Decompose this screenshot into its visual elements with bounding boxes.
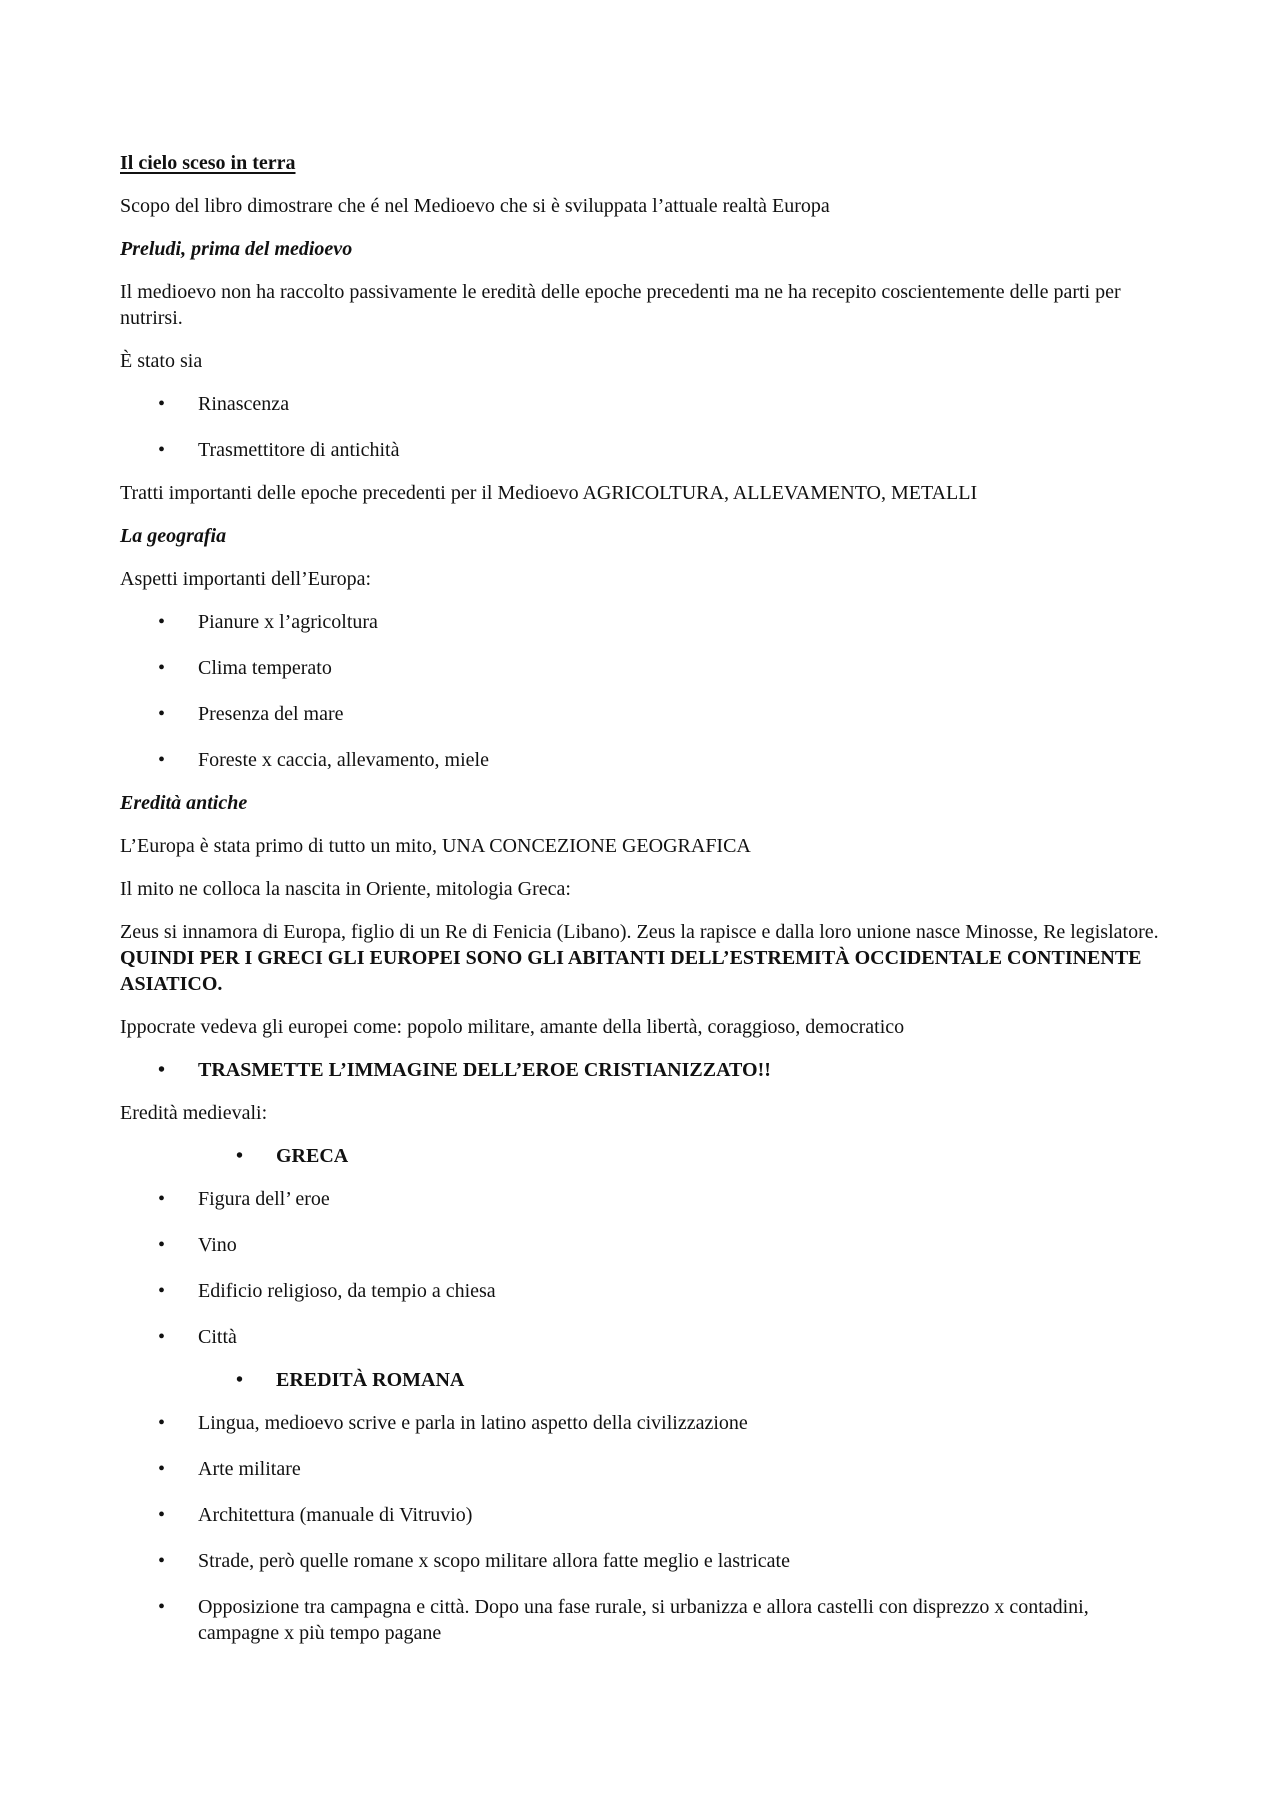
paragraph-zeus [120,919,1160,997]
section-heading-preludi: Preludi, prima del medioevo [120,238,353,260]
list-item: • Architettura (manuale di Vitruvio) [120,1502,1160,1528]
paragraph: Eredità medievali: [120,1102,268,1124]
subheading-romana: • EREDITÀ ROMANA [120,1367,1160,1393]
list-item: • Opposizione tra campagna e città. Dopo una fase rurale, si urbanizza e allora castelli con disprezzo x contadini, campagne x più tempo pagane [120,1594,1160,1646]
intro-paragraph: Scopo del libro dimostrare che é nel Medioevo che si è sviluppata l’attuale realtà Europa [120,195,830,217]
subheading-list [120,1143,1160,1169]
paragraph-bold-text: QUINDI PER I GRECI GLI EUROPEI SONO GLI ABITANTI DELL’ESTREMITÀ OCCIDENTALE CONTINENTE ASIATICO. [120,947,1142,995]
document-page [120,150,1160,1663]
list-item: • Clima temperato [120,655,1160,681]
bullet-list [120,391,1160,463]
paragraph: Tratti importanti delle epoche precedenti per il Medioevo AGRICOLTURA, ALLEVAMENTO, METALLI [120,482,978,504]
list-item: • Rinascenza [120,391,1160,417]
bullet-list [120,1410,1160,1646]
list-item: • Edificio religioso, da tempio a chiesa [120,1278,1160,1304]
list-item: • Città [120,1324,1160,1350]
paragraph: È stato sia [120,350,203,372]
bullet-list [120,1186,1160,1350]
section-heading-geografia: La geografia [120,525,227,547]
list-item: • Pianure x l’agricoltura [120,609,1160,635]
document-title: Il cielo sceso in terra [120,152,296,174]
list-item: • Arte militare [120,1456,1160,1482]
paragraph: Il medioevo non ha raccolto passivamente le eredità delle epoche precedenti ma ne ha recepito coscientemente delle parti per nutrirsi. [120,281,1121,329]
paragraph-text: Zeus si innamora di Europa, figlio di un Re di Fenicia (Libano). Zeus la rapisce e dalla loro unione nasce Minosse, Re legislatore. [120,921,1159,943]
bullet-list [120,609,1160,773]
list-item: • Vino [120,1232,1160,1258]
list-item: • Strade, però quelle romane x scopo militare allora fatte meglio e lastricate [120,1548,1160,1574]
list-item-bold: • TRASMETTE L’IMMAGINE DELL’EROE CRISTIANIZZATO!! [120,1057,1160,1083]
list-item: • Figura dell’ eroe [120,1186,1160,1212]
list-item: • Foreste x caccia, allevamento, miele [120,747,1160,773]
list-item: • Lingua, medioevo scrive e parla in latino aspetto della civilizzazione [120,1410,1160,1436]
subheading-list [120,1367,1160,1393]
paragraph: Ippocrate vedeva gli europei come: popolo militare, amante della libertà, coraggioso, democratico [120,1016,905,1038]
paragraph: Aspetti importanti dell’Europa: [120,568,372,590]
bullet-list [120,1057,1160,1083]
paragraph: Il mito ne colloca la nascita in Oriente, mitologia Greca: [120,878,571,900]
list-item: • Trasmettitore di antichità [120,437,1160,463]
list-item: • Presenza del mare [120,701,1160,727]
subheading-greca: • GRECA [120,1143,1160,1169]
section-heading-eredita-antiche: Eredità antiche [120,792,248,814]
paragraph: L’Europa è stata primo di tutto un mito, UNA CONCEZIONE GEOGRAFICA [120,835,751,857]
